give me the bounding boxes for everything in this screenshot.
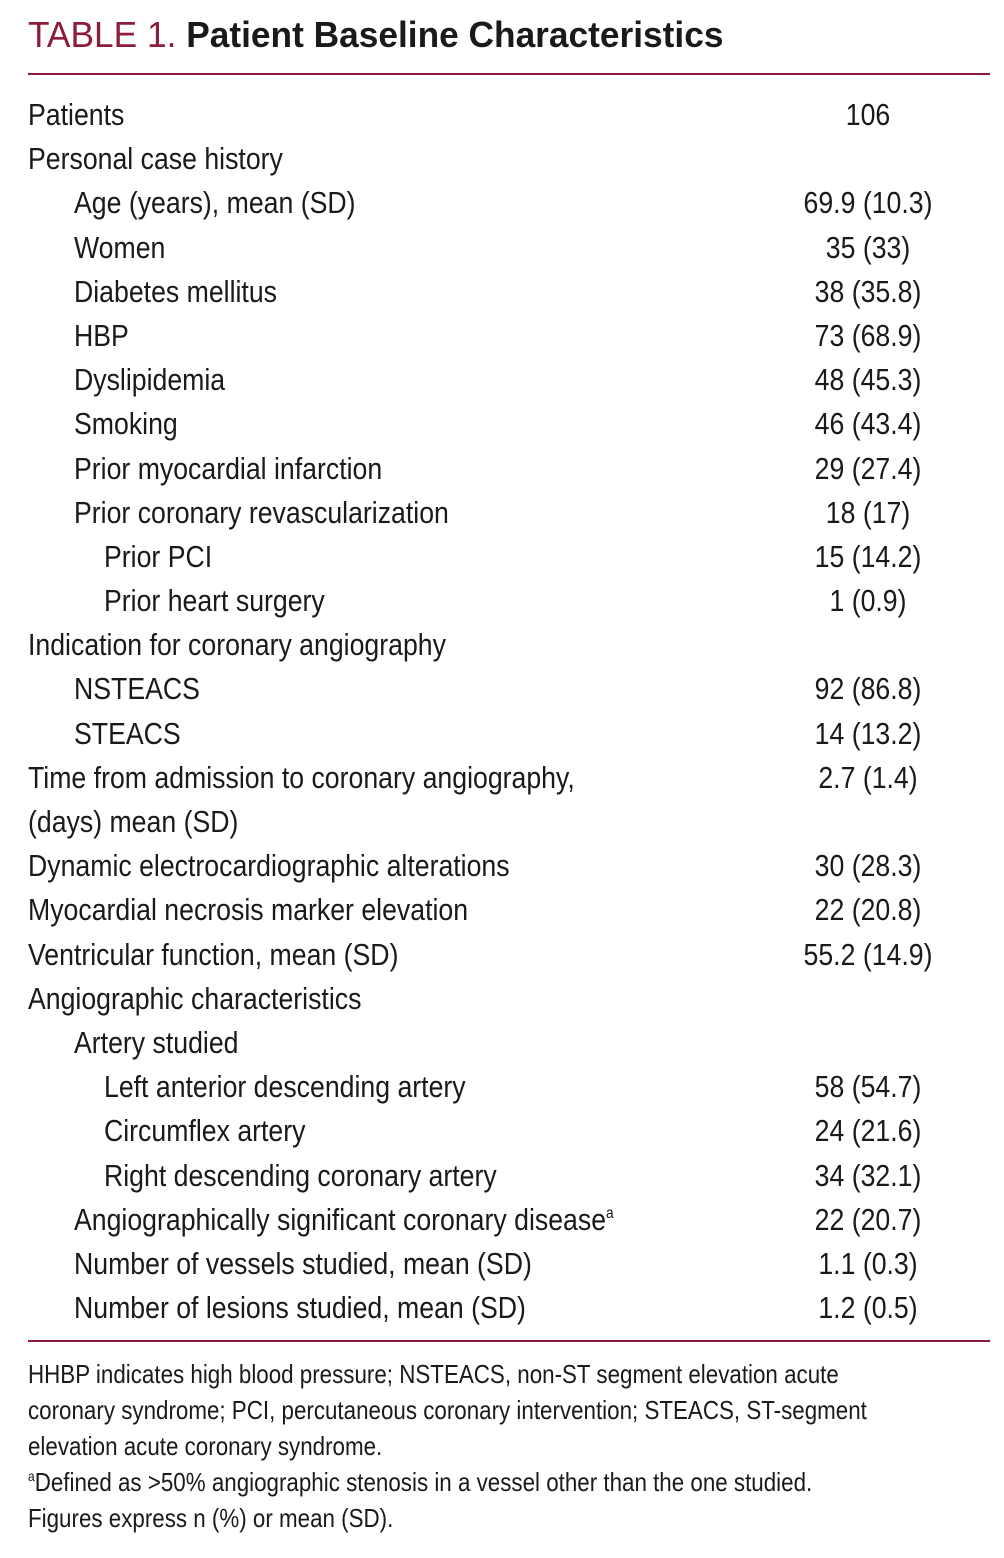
table-row (28, 756, 990, 800)
table-row (28, 447, 990, 491)
row-label (74, 667, 200, 711)
table-row (28, 844, 990, 888)
row-label (74, 1286, 526, 1330)
table-row (28, 623, 990, 667)
row-value: 46 (43.4) (814, 406, 922, 442)
row-label-text: Women (74, 229, 166, 265)
row-label (28, 888, 468, 932)
row-label (104, 579, 325, 623)
row-value: 22 (20.7) (814, 1201, 922, 1237)
table-row (28, 1198, 990, 1242)
row-label (28, 800, 238, 844)
row-label (28, 623, 446, 667)
row-label-text: Ventricular function, mean (SD) (28, 936, 399, 972)
row-value: 73 (68.9) (814, 317, 922, 353)
row-label (74, 491, 449, 535)
row-value: 14 (13.2) (814, 715, 922, 751)
row-label-text: Smoking (74, 406, 178, 442)
row-label (74, 314, 129, 358)
row-label (74, 447, 382, 491)
table-label: TABLE 1. (28, 14, 177, 55)
table-row (28, 1154, 990, 1198)
table-row (28, 1286, 990, 1330)
row-value: 55.2 (14.9) (803, 936, 933, 972)
row-value: 106 (845, 97, 891, 132)
table-row (28, 1242, 990, 1286)
bottom-rule (28, 1340, 990, 1342)
table-row (28, 977, 990, 1021)
footnote-a (28, 1464, 991, 1500)
row-value: 1.1 (0.3) (818, 1245, 918, 1281)
row-label (28, 933, 398, 977)
row-label (104, 1109, 305, 1153)
table-footnotes (28, 1356, 991, 1536)
table-row (28, 491, 990, 535)
table-row (28, 712, 990, 756)
row-label-text: Right descending coronary artery (104, 1157, 497, 1193)
table-row (28, 800, 990, 844)
row-value: 2.7 (1.4) (818, 759, 918, 795)
row-label-text: (days) mean (SD) (28, 804, 239, 839)
footnote-abbreviations-line-1: HHBP indicates high blood pressure; NSTEACS, non-ST segment elevation acute (28, 1359, 839, 1389)
row-label (28, 844, 510, 888)
table-row (28, 667, 990, 711)
row-value: 35 (33) (825, 229, 911, 265)
row-label-text: Time from admission to coronary angiography, (28, 759, 575, 795)
row-label (74, 1021, 238, 1065)
row-label (74, 1198, 614, 1242)
row-value: 22 (20.8) (814, 892, 922, 928)
row-value: 24 (21.6) (814, 1113, 922, 1149)
row-footnote-marker: a (606, 1204, 614, 1222)
row-label-text: Diabetes mellitus (74, 273, 278, 309)
table-row (28, 270, 990, 314)
row-label (28, 756, 575, 800)
row-label-text: Patients (28, 97, 125, 132)
footnote-abbreviations-line-2: coronary syndrome; PCI, percutaneous coronary intervention; STEACS, ST-segment (28, 1395, 867, 1425)
table-row (28, 1021, 990, 1065)
row-value: 18 (17) (825, 494, 911, 530)
row-label-text: Number of vessels studied, mean (SD) (74, 1245, 532, 1281)
row-value: 1 (0.9) (829, 583, 907, 619)
table-row (28, 402, 990, 446)
row-label-text: HBP (74, 317, 129, 353)
row-label (74, 712, 181, 756)
row-label (28, 137, 283, 181)
table-title-text: Patient Baseline Characteristics (186, 14, 724, 55)
row-value: 34 (32.1) (814, 1157, 922, 1193)
row-label (104, 1154, 497, 1198)
table-row (28, 888, 990, 932)
row-label-text: Circumflex artery (104, 1113, 306, 1149)
row-value: 38 (35.8) (814, 273, 922, 309)
row-label (28, 93, 124, 137)
row-label (74, 181, 356, 225)
row-label-text: Personal case history (28, 141, 283, 177)
table-row (28, 226, 990, 270)
table-row (28, 1109, 990, 1153)
footnote-a-marker: a (28, 1468, 35, 1484)
row-value: 48 (45.3) (814, 362, 922, 398)
row-label-text: STEACS (74, 715, 181, 751)
row-label (74, 1242, 532, 1286)
row-label-text: Angiographic characteristics (28, 980, 362, 1016)
row-label-text: Dynamic electrocardiographic alterations (28, 848, 510, 884)
row-label (74, 402, 178, 446)
footnote-figures: Figures express n (%) or mean (SD). (28, 1503, 394, 1533)
row-value: 92 (86.8) (814, 671, 922, 707)
row-value: 1.2 (0.5) (818, 1290, 918, 1326)
row-label-text: Prior heart surgery (104, 583, 325, 619)
row-label-text: Prior coronary revascularization (74, 494, 449, 530)
table-row (28, 314, 990, 358)
row-label-text: Prior myocardial infarction (74, 450, 383, 486)
table-row (28, 933, 990, 977)
table-body (28, 93, 990, 1330)
table-row (28, 93, 990, 137)
table-row (28, 535, 990, 579)
row-label (74, 358, 225, 402)
row-label-text: Number of lesions studied, mean (SD) (74, 1290, 526, 1326)
row-value: 30 (28.3) (814, 848, 922, 884)
table-title (28, 10, 723, 60)
row-label-text: Myocardial necrosis marker elevation (28, 892, 469, 928)
table-row (28, 1065, 990, 1109)
row-label-text: Age (years), mean (SD) (74, 185, 356, 221)
row-label-text: Left anterior descending artery (104, 1069, 466, 1105)
row-label (104, 1065, 466, 1109)
row-label-text: NSTEACS (74, 671, 200, 707)
row-label-text: Prior PCI (104, 538, 213, 574)
table-row (28, 137, 990, 181)
row-label (28, 977, 361, 1021)
top-rule (28, 73, 990, 75)
row-value: 58 (54.7) (814, 1069, 922, 1105)
table-row (28, 579, 990, 623)
row-label-text: Indication for coronary angiography (28, 627, 446, 663)
row-value: 69.9 (10.3) (803, 185, 933, 221)
row-label-text: Angiographically significant coronary disease (74, 1201, 607, 1237)
footnote-abbreviations-line-3: elevation acute coronary syndrome. (28, 1431, 383, 1461)
row-label-text: Artery studied (74, 1024, 239, 1060)
footnote-a-text: Defined as >50% angiographic stenosis in a vessel other than the one studied. (34, 1467, 813, 1497)
row-value: 29 (27.4) (814, 450, 922, 486)
row-label (104, 535, 212, 579)
row-value: 15 (14.2) (814, 538, 922, 574)
row-label-text: Dyslipidemia (74, 362, 226, 398)
table-row (28, 181, 990, 225)
row-label (74, 226, 165, 270)
table-row (28, 358, 990, 402)
row-label (74, 270, 277, 314)
